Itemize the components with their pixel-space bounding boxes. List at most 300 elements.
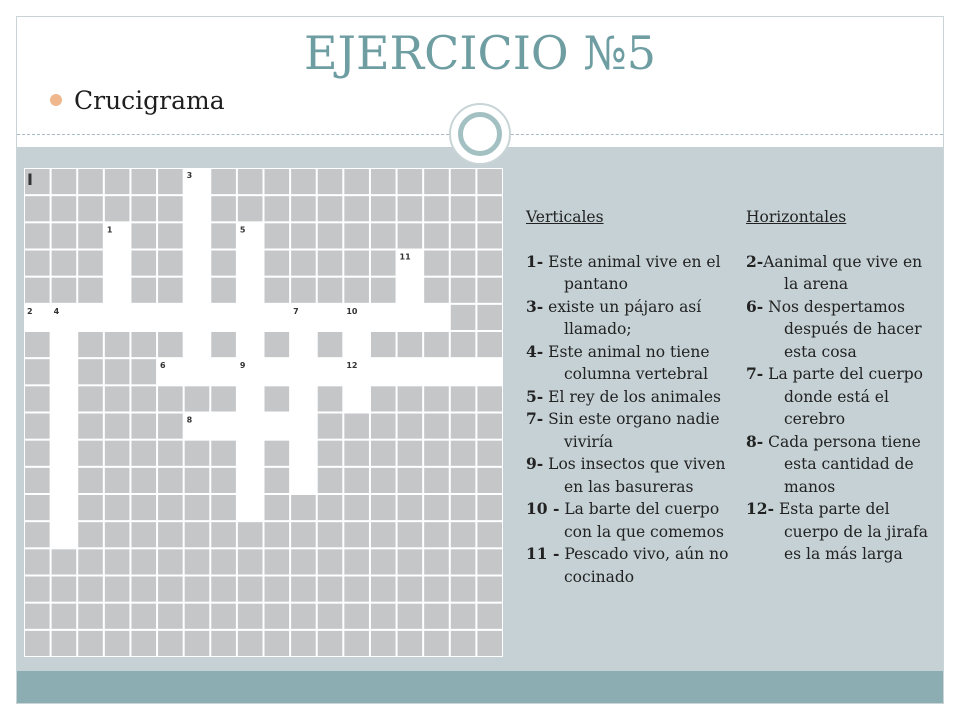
crossword-filled-cell — [265, 549, 290, 574]
crossword-filled-cell — [25, 577, 50, 602]
crossword-filled-cell — [158, 278, 183, 303]
crossword-filled-cell — [477, 196, 502, 221]
crossword-open-cell — [371, 305, 396, 330]
clue-text: Esta parte del cuerpo de la jirafa es la más larga — [774, 500, 928, 563]
clue-number: 5- — [526, 386, 544, 406]
crossword-filled-cell — [78, 604, 103, 629]
crossword-filled-cell — [477, 278, 502, 303]
crossword-cell-number: 11 — [399, 252, 411, 262]
footer-bar — [17, 671, 943, 703]
crossword-filled-cell — [131, 631, 156, 656]
clue-item — [526, 453, 736, 498]
crossword-filled-cell — [158, 549, 183, 574]
crossword-filled-cell — [78, 223, 103, 248]
decorative-ring-icon — [458, 112, 502, 156]
clue-text: Este animal vive en el pantano — [543, 252, 721, 293]
horizontal-clue-list — [746, 251, 936, 566]
crossword-open-cell — [52, 495, 77, 520]
crossword-filled-cell — [78, 196, 103, 221]
crossword-filled-cell — [318, 251, 343, 276]
crossword-filled-cell — [477, 305, 502, 330]
clue-text: Aanimal que vive en la arena — [763, 252, 923, 293]
crossword-filled-cell — [318, 604, 343, 629]
crossword-filled-cell — [185, 495, 210, 520]
clue-item — [526, 296, 736, 341]
crossword-filled-cell — [265, 332, 290, 357]
crossword-filled-cell — [398, 414, 423, 439]
crossword-filled-cell — [344, 251, 369, 276]
crossword-filled-cell — [25, 468, 50, 493]
crossword-filled-cell — [451, 441, 476, 466]
crossword-filled-cell — [52, 577, 77, 602]
crossword-open-cell — [78, 305, 103, 330]
crossword-filled-cell — [78, 577, 103, 602]
crossword-filled-cell — [78, 251, 103, 276]
crossword-filled-cell — [398, 468, 423, 493]
crossword-filled-cell — [185, 386, 210, 411]
crossword-open-cell — [451, 359, 476, 384]
crossword-open-cell — [318, 305, 343, 330]
crossword-open-cell — [52, 359, 77, 384]
crossword-open-cell — [291, 441, 316, 466]
crossword-filled-cell — [424, 414, 449, 439]
crossword-cell-number: 5 — [239, 225, 246, 235]
crossword-filled-cell — [291, 604, 316, 629]
crossword-filled-cell — [52, 604, 77, 629]
crossword-grid — [24, 168, 503, 657]
crossword-filled-cell — [371, 169, 396, 194]
crossword-open-cell — [238, 386, 263, 411]
clue-number: 1- — [526, 251, 544, 271]
crossword-filled-cell — [451, 522, 476, 547]
crossword-filled-cell — [211, 196, 236, 221]
crossword-filled-cell — [265, 278, 290, 303]
crossword-filled-cell — [477, 468, 502, 493]
crossword-open-cell — [424, 305, 449, 330]
crossword-open-cell — [238, 305, 263, 330]
clue-text: existe un pájaro así llamado; — [543, 297, 702, 338]
crossword-open-cell — [238, 332, 263, 357]
crossword-filled-cell — [291, 631, 316, 656]
crossword-filled-cell — [265, 631, 290, 656]
clue-number: 4- — [526, 341, 544, 361]
slide-subtitle: Crucigrama — [74, 86, 225, 115]
crossword-filled-cell — [158, 196, 183, 221]
crossword-filled-cell — [265, 196, 290, 221]
crossword-filled-cell — [477, 522, 502, 547]
vertical-clues — [526, 206, 736, 588]
crossword-filled-cell — [105, 359, 130, 384]
crossword-filled-cell — [398, 386, 423, 411]
crossword-filled-cell — [211, 577, 236, 602]
crossword-filled-cell — [25, 386, 50, 411]
crossword-open-cell — [52, 332, 77, 357]
crossword-filled-cell — [211, 223, 236, 248]
crossword-filled-cell — [238, 549, 263, 574]
crossword-open-cell — [371, 359, 396, 384]
crossword-filled-cell — [344, 468, 369, 493]
crossword-filled-cell — [25, 631, 50, 656]
crossword-filled-cell — [52, 223, 77, 248]
crossword-filled-cell — [318, 631, 343, 656]
crossword-filled-cell — [131, 577, 156, 602]
clue-item — [526, 408, 736, 453]
clue-text: Nos despertamos después de hacer esta cosa — [763, 297, 922, 361]
crossword-filled-cell — [451, 386, 476, 411]
crossword-filled-cell — [424, 223, 449, 248]
crossword-filled-cell — [265, 251, 290, 276]
crossword-filled-cell — [451, 604, 476, 629]
crossword-cell-number: 12 — [346, 361, 358, 371]
crossword-filled-cell — [211, 549, 236, 574]
clue-text: Pescado vivo, aún no cocinado — [559, 545, 729, 586]
crossword-filled-cell — [52, 631, 77, 656]
crossword-filled-cell — [25, 332, 50, 357]
crossword-filled-cell — [211, 169, 236, 194]
crossword-filled-cell — [211, 251, 236, 276]
crossword-filled-cell — [52, 196, 77, 221]
crossword-filled-cell — [158, 251, 183, 276]
crossword-filled-cell — [424, 278, 449, 303]
clue-number: 12- — [746, 499, 775, 518]
crossword-filled-cell — [265, 441, 290, 466]
crossword-filled-cell — [265, 169, 290, 194]
crossword-filled-cell — [105, 169, 130, 194]
horizontal-clues-heading: Horizontales — [746, 208, 847, 226]
crossword-cell-number: I — [27, 170, 33, 189]
crossword-open-cell — [158, 305, 183, 330]
bullet-dot-icon — [50, 94, 62, 106]
crossword-filled-cell — [105, 549, 130, 574]
crossword-filled-cell — [477, 223, 502, 248]
crossword-filled-cell — [265, 386, 290, 411]
crossword-open-cell — [238, 414, 263, 439]
clue-number: 10 - — [526, 499, 560, 518]
crossword-open-cell — [105, 278, 130, 303]
horizontal-clues — [746, 206, 936, 566]
crossword-filled-cell — [424, 522, 449, 547]
crossword-filled-cell — [265, 577, 290, 602]
crossword-filled-cell — [398, 196, 423, 221]
crossword-filled-cell — [344, 522, 369, 547]
crossword-filled-cell — [424, 169, 449, 194]
clue-number: 3- — [526, 296, 544, 316]
crossword-filled-cell — [78, 549, 103, 574]
crossword-open-cell — [238, 251, 263, 276]
clue-item — [526, 341, 736, 386]
crossword-filled-cell — [25, 549, 50, 574]
crossword-filled-cell — [318, 414, 343, 439]
crossword-filled-cell — [291, 169, 316, 194]
clue-item — [526, 386, 736, 409]
crossword-open-cell — [105, 251, 130, 276]
crossword-open-cell — [185, 196, 210, 221]
crossword-filled-cell — [78, 169, 103, 194]
crossword-filled-cell — [211, 468, 236, 493]
crossword-filled-cell — [105, 414, 130, 439]
crossword-cell-number: 3 — [186, 171, 193, 180]
crossword-filled-cell — [398, 169, 423, 194]
crossword-cell-number: 7 — [293, 306, 299, 316]
crossword-filled-cell — [131, 441, 156, 466]
crossword-open-cell — [52, 522, 77, 547]
crossword-filled-cell — [451, 196, 476, 221]
clue-text: La barte del cuerpo con la que comemos — [559, 500, 724, 541]
clue-item — [746, 363, 936, 431]
crossword-filled-cell — [78, 522, 103, 547]
crossword-filled-cell — [211, 522, 236, 547]
crossword-filled-cell — [158, 414, 183, 439]
vertical-clue-list — [526, 251, 736, 589]
crossword-filled-cell — [398, 549, 423, 574]
crossword-open-cell — [238, 278, 263, 303]
crossword-filled-cell — [211, 332, 236, 357]
crossword-filled-cell — [25, 278, 50, 303]
crossword-filled-cell — [371, 414, 396, 439]
crossword-filled-cell — [105, 631, 130, 656]
crossword-open-cell — [211, 359, 236, 384]
crossword-filled-cell — [131, 604, 156, 629]
crossword-filled-cell — [105, 441, 130, 466]
crossword-filled-cell — [318, 196, 343, 221]
crossword-filled-cell — [158, 332, 183, 357]
crossword-open-cell — [211, 305, 236, 330]
crossword-filled-cell — [291, 223, 316, 248]
crossword-open-cell — [398, 305, 423, 330]
crossword-filled-cell — [371, 468, 396, 493]
clue-number: 11 - — [526, 544, 560, 563]
clue-text: Sin este organo nadie viviría — [543, 410, 720, 451]
crossword-open-cell — [265, 305, 290, 330]
crossword-filled-cell — [131, 549, 156, 574]
crossword-filled-cell — [451, 169, 476, 194]
crossword-filled-cell — [131, 223, 156, 248]
crossword-filled-cell — [238, 169, 263, 194]
crossword-filled-cell — [265, 495, 290, 520]
clue-item — [746, 251, 936, 296]
crossword-filled-cell — [185, 522, 210, 547]
crossword-filled-cell — [238, 604, 263, 629]
crossword-filled-cell — [451, 414, 476, 439]
clue-number: 9- — [526, 454, 544, 473]
crossword-filled-cell — [451, 332, 476, 357]
crossword-filled-cell — [131, 251, 156, 276]
crossword-filled-cell — [105, 604, 130, 629]
crossword-filled-cell — [105, 495, 130, 520]
crossword-filled-cell — [318, 468, 343, 493]
crossword-open-cell — [398, 278, 423, 303]
crossword-filled-cell — [158, 522, 183, 547]
crossword-filled-cell — [318, 169, 343, 194]
crossword-filled-cell — [371, 251, 396, 276]
crossword-filled-cell — [318, 278, 343, 303]
crossword-filled-cell — [211, 631, 236, 656]
crossword-filled-cell — [185, 577, 210, 602]
crossword-filled-cell — [318, 223, 343, 248]
crossword-filled-cell — [344, 223, 369, 248]
crossword-filled-cell — [131, 468, 156, 493]
crossword-open-cell — [52, 468, 77, 493]
crossword-filled-cell — [291, 278, 316, 303]
crossword-filled-cell — [477, 441, 502, 466]
crossword-filled-cell — [211, 495, 236, 520]
crossword-filled-cell — [344, 441, 369, 466]
crossword-filled-cell — [318, 495, 343, 520]
crossword-filled-cell — [424, 577, 449, 602]
crossword-open-cell — [398, 359, 423, 384]
crossword-filled-cell — [344, 631, 369, 656]
crossword-filled-cell — [78, 359, 103, 384]
crossword-filled-cell — [78, 386, 103, 411]
crossword-filled-cell — [52, 278, 77, 303]
crossword-filled-cell — [451, 278, 476, 303]
clue-item — [526, 498, 736, 543]
crossword-filled-cell — [424, 549, 449, 574]
crossword-filled-cell — [424, 441, 449, 466]
crossword-filled-cell — [105, 468, 130, 493]
clue-item — [746, 498, 936, 566]
crossword-filled-cell — [318, 549, 343, 574]
crossword-filled-cell — [424, 196, 449, 221]
crossword-filled-cell — [398, 522, 423, 547]
crossword-filled-cell — [398, 495, 423, 520]
crossword-filled-cell — [211, 441, 236, 466]
crossword-filled-cell — [238, 196, 263, 221]
crossword-filled-cell — [344, 278, 369, 303]
crossword-filled-cell — [398, 441, 423, 466]
crossword-filled-cell — [185, 468, 210, 493]
crossword-cell-number: 9 — [239, 361, 246, 371]
crossword-open-cell — [185, 359, 210, 384]
crossword-cell-number: 8 — [186, 415, 193, 425]
crossword-filled-cell — [398, 332, 423, 357]
crossword-filled-cell — [318, 441, 343, 466]
crossword-filled-cell — [158, 169, 183, 194]
crossword-open-cell — [211, 414, 236, 439]
crossword-filled-cell — [477, 577, 502, 602]
crossword-filled-cell — [131, 414, 156, 439]
crossword-filled-cell — [185, 604, 210, 629]
crossword-cell-number: 6 — [160, 361, 166, 371]
crossword-filled-cell — [371, 223, 396, 248]
clue-text: Este animal no tiene columna vertebral — [543, 342, 710, 383]
crossword-filled-cell — [185, 441, 210, 466]
crossword-open-cell — [265, 359, 290, 384]
crossword-open-cell — [318, 359, 343, 384]
crossword-filled-cell — [25, 196, 50, 221]
crossword-open-cell — [238, 441, 263, 466]
crossword-filled-cell — [25, 223, 50, 248]
crossword-open-cell — [105, 305, 130, 330]
crossword-filled-cell — [451, 223, 476, 248]
crossword-filled-cell — [131, 359, 156, 384]
crossword-filled-cell — [185, 549, 210, 574]
crossword-open-cell — [291, 332, 316, 357]
crossword-filled-cell — [52, 169, 77, 194]
crossword-filled-cell — [424, 332, 449, 357]
crossword-open-cell — [424, 359, 449, 384]
crossword-filled-cell — [291, 495, 316, 520]
crossword-filled-cell — [105, 577, 130, 602]
crossword-filled-cell — [344, 604, 369, 629]
crossword-filled-cell — [291, 196, 316, 221]
crossword-filled-cell — [477, 604, 502, 629]
crossword-filled-cell — [158, 386, 183, 411]
crossword-filled-cell — [451, 468, 476, 493]
crossword-filled-cell — [291, 251, 316, 276]
crossword-filled-cell — [25, 441, 50, 466]
slide-title: EJERCICIO №5 — [303, 26, 657, 80]
crossword-filled-cell — [371, 196, 396, 221]
crossword-filled-cell — [451, 495, 476, 520]
crossword-filled-cell — [105, 332, 130, 357]
crossword-filled-cell — [371, 631, 396, 656]
crossword-filled-cell — [131, 278, 156, 303]
crossword-filled-cell — [25, 414, 50, 439]
crossword-filled-cell — [451, 549, 476, 574]
clue-text: Cada persona tiene esta cantidad de manos — [763, 432, 921, 496]
clue-number: 8- — [746, 431, 764, 451]
crossword-filled-cell — [451, 631, 476, 656]
crossword-filled-cell — [25, 604, 50, 629]
crossword-filled-cell — [424, 251, 449, 276]
crossword-filled-cell — [371, 441, 396, 466]
clue-text: El rey de los animales — [543, 387, 722, 406]
crossword-filled-cell — [78, 441, 103, 466]
crossword-filled-cell — [398, 577, 423, 602]
crossword-filled-cell — [371, 604, 396, 629]
crossword-filled-cell — [318, 577, 343, 602]
crossword-open-cell — [344, 332, 369, 357]
crossword-open-cell — [185, 332, 210, 357]
crossword-open-cell — [291, 386, 316, 411]
crossword-filled-cell — [25, 495, 50, 520]
clue-text: Los insectos que viven en las basureras — [543, 455, 726, 496]
crossword-filled-cell — [371, 278, 396, 303]
crossword-filled-cell — [238, 631, 263, 656]
crossword-filled-cell — [185, 631, 210, 656]
crossword-filled-cell — [105, 522, 130, 547]
crossword-open-cell — [265, 414, 290, 439]
crossword-filled-cell — [318, 332, 343, 357]
crossword-filled-cell — [451, 251, 476, 276]
clue-item — [746, 296, 936, 364]
crossword-filled-cell — [131, 196, 156, 221]
crossword-filled-cell — [424, 386, 449, 411]
crossword-filled-cell — [318, 522, 343, 547]
crossword-filled-cell — [398, 223, 423, 248]
crossword-filled-cell — [265, 604, 290, 629]
crossword-filled-cell — [371, 495, 396, 520]
vertical-clues-heading: Verticales — [526, 208, 604, 226]
crossword-filled-cell — [477, 414, 502, 439]
crossword-open-cell — [52, 441, 77, 466]
crossword-open-cell — [185, 305, 210, 330]
crossword-filled-cell — [131, 386, 156, 411]
clue-number: 7- — [746, 364, 764, 383]
crossword-filled-cell — [265, 223, 290, 248]
crossword-filled-cell — [131, 169, 156, 194]
crossword-filled-cell — [291, 577, 316, 602]
crossword-filled-cell — [265, 468, 290, 493]
crossword-filled-cell — [477, 495, 502, 520]
crossword-filled-cell — [477, 386, 502, 411]
crossword-filled-cell — [344, 549, 369, 574]
crossword-filled-cell — [211, 278, 236, 303]
crossword-filled-cell — [477, 631, 502, 656]
crossword-filled-cell — [291, 522, 316, 547]
clue-item — [526, 251, 736, 296]
